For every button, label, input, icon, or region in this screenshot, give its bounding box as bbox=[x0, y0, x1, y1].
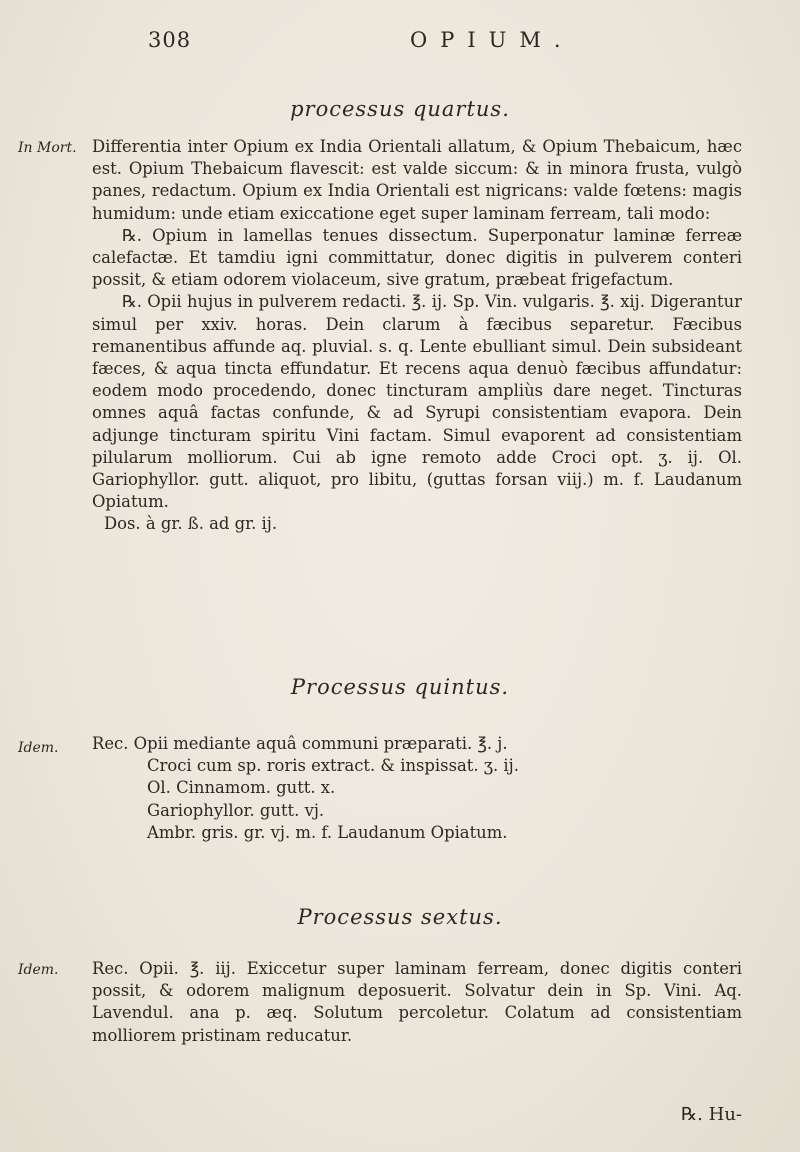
paragraph: ℞. Opium in lamellas tenues dissectum. Superponatur laminæ ferreæ calefactæ. Et tamdiu igni committatur, donec digitis in pulverem conteri possit, & etiam odorem violaceum, sive gratum, præbeat frigefactum. bbox=[92, 225, 742, 290]
section-title-quartus: processus quartus. bbox=[290, 97, 510, 121]
section-title-quintus: Processus quintus. bbox=[290, 675, 510, 699]
page-number: 308 bbox=[148, 28, 192, 52]
recipe-line: Croci cum sp. roris extract. & inspissat. ʒ. ij. bbox=[147, 756, 519, 776]
recipe-line: Ambr. gris. gr. vj. m. f. Laudanum Opiatum. bbox=[147, 822, 508, 842]
paragraph: ℞. Opii hujus in pulverem redacti. ℥. ij. Sp. Vin. vulgaris. ℥. xij. Digerantur simul per xxiv. horas. Dein clarum à fæcibus separetur. Fæcibus remanentibus affunde aq. pluvial. s. q. Lente ebulliant simul. Dein subsideant fæces, & aqua tincta effundatur. Et recens aqua denuò fæcibus affundatur: eodem modo procedendo, donec tincturam ampliùs dare neget. Tincturas omnes aquâ factas confunde, & ad Syrupi consistentiam evapora. Dein adjunge tincturam spiritu Vini factam. Simul evaporent ad consistentiam pilularum molliorum. Cui ab igne remoto adde Croci opt. ʒ. ij. Ol. Gariophyllor. gutt. aliquot, pro libitu, (guttas forsan viij.) m. f. Laudanum Opiatum. bbox=[92, 292, 742, 512]
section-title-sextus: Processus sextus. bbox=[297, 905, 503, 929]
recipe-line: Ol. Cinnamom. gutt. x. bbox=[147, 778, 336, 798]
recipe-line: Gariophyllor. gutt. vj. bbox=[147, 800, 325, 820]
paragraph: Differentia inter Opium ex India Orientali allatum, & Opium Thebaicum, hæc est. Opium Thebaicum flavescit: est valde siccum: & in minora frusta, vulgò panes, redactum. Opium ex India Orientali est nigricans: valde fœtens: magis humidum: unde etiam exiccatione eget super laminam ferream, tali modo: bbox=[92, 137, 742, 223]
dosis-line: Dos. à gr. ß. ad gr. ij. bbox=[104, 514, 278, 534]
paragraph: Rec. Opii. ℥. iij. Exiccetur super laminam ferream, donec digitis conteri possit, & odorem malignum deposuerit. Solvatur dein in Sp. Vini. Aq. Lavendul. ana p. æq. Solutum percoletur. Colatum ad consistentiam molliorem pristinam reducatur. bbox=[92, 959, 742, 1045]
section-body-quartus bbox=[92, 136, 742, 536]
section-body-sextus bbox=[92, 958, 742, 1047]
margin-note-quartus: In Mort. bbox=[18, 140, 77, 156]
recipe-line: Rec. Opii mediante aquâ communi præparati. ℥. j. bbox=[92, 734, 508, 753]
recipe-quintus bbox=[92, 733, 742, 844]
margin-note-sextus: Idem. bbox=[18, 962, 59, 978]
catchword: ℞. Hu- bbox=[681, 1104, 742, 1125]
page-header bbox=[0, 28, 800, 60]
running-head: OPIUM. bbox=[410, 28, 574, 52]
margin-note-quintus: Idem. bbox=[18, 740, 59, 756]
